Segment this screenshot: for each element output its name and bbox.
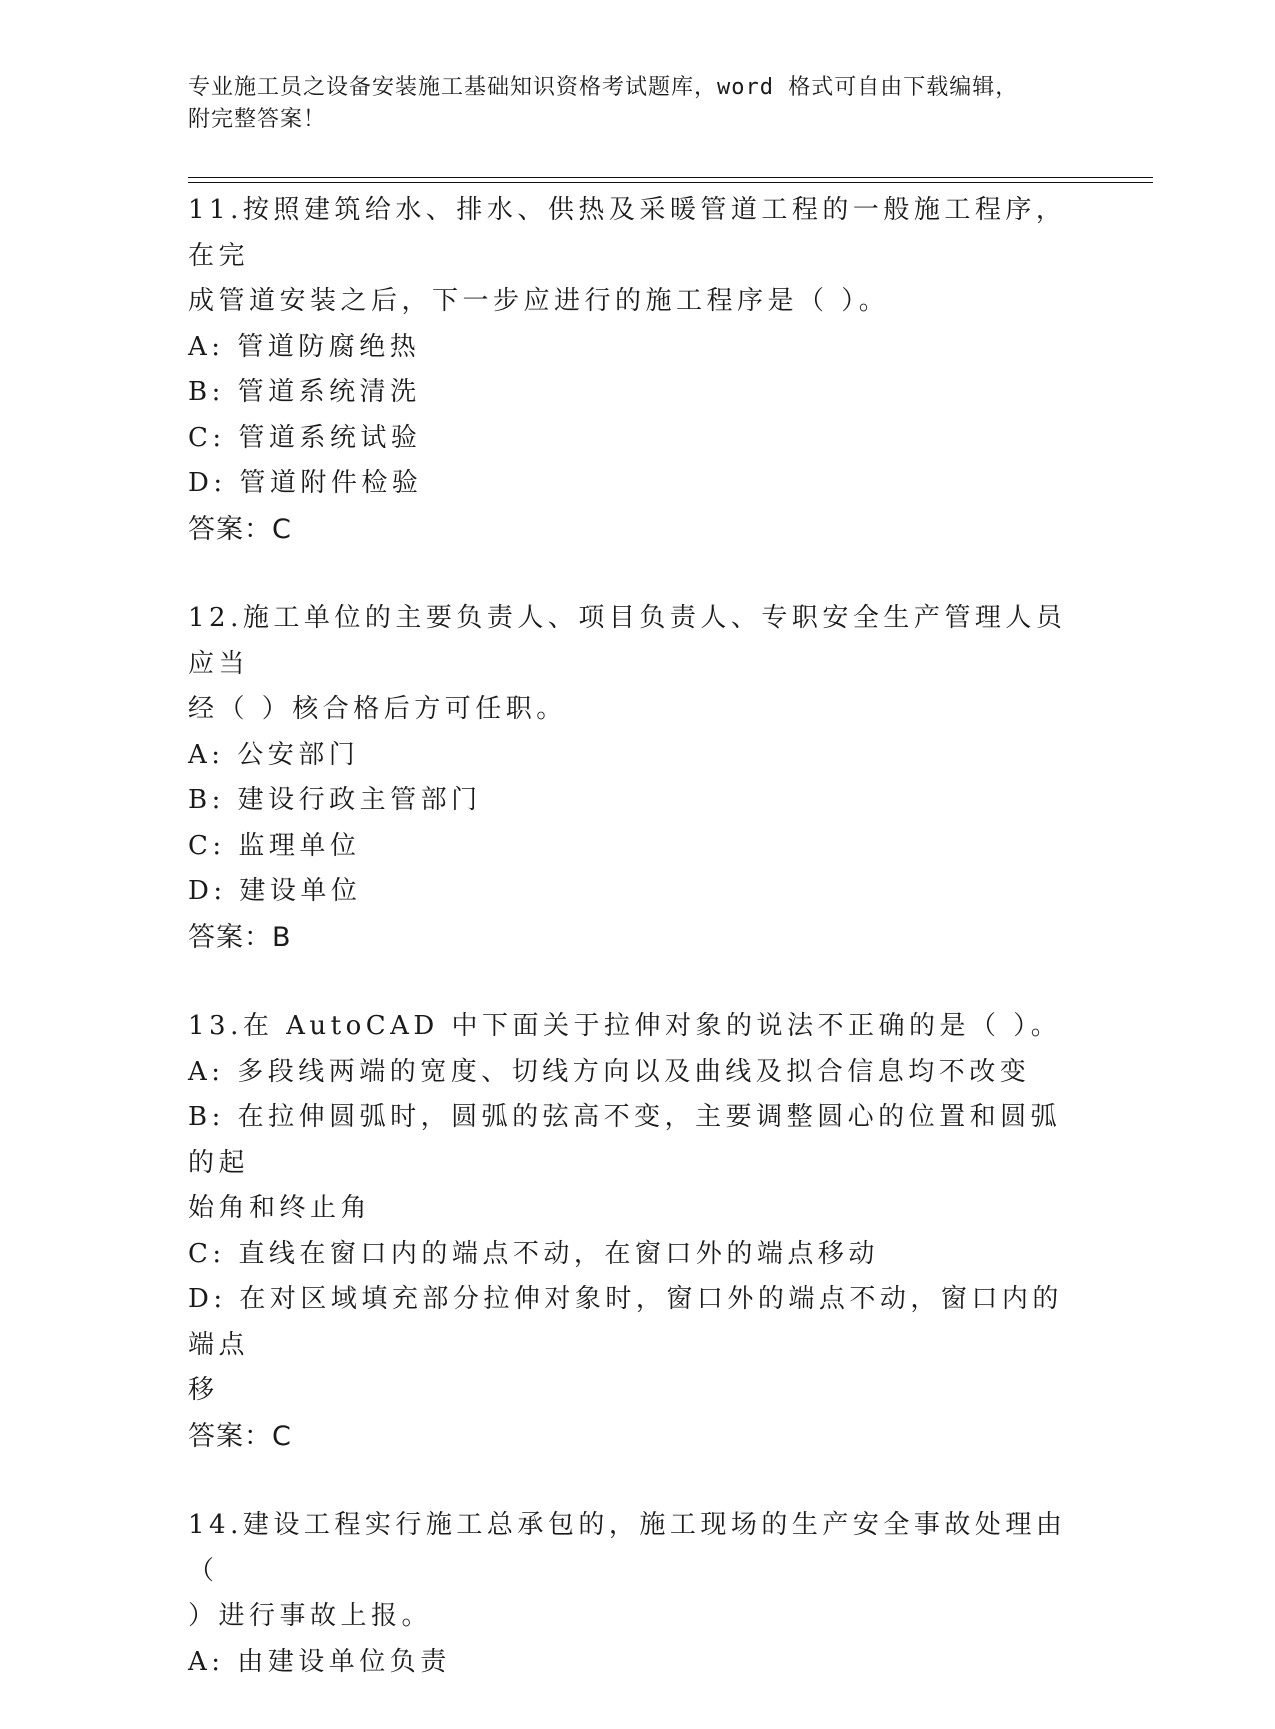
option-line: A: 管道防腐绝热 (188, 331, 421, 362)
question-stem-line: ）进行事故上报。 (188, 1601, 433, 1631)
question-list (188, 188, 1068, 1729)
question-stem-line: 11.按照建筑给水、排水、供热及采暖管道工程的一般施工程序，在完 (188, 195, 1067, 271)
question-stem-line: 13.在 AutoCAD 中下面关于拉伸对象的说法不正确的是（ ）。 (188, 1011, 1062, 1041)
option-line: B: 建设行政主管部门 (188, 785, 482, 815)
option-line: A: 由建设单位负责 (188, 1646, 451, 1677)
header-divider-bottom (188, 182, 1153, 183)
option-line: C: 管道系统试验 (188, 422, 422, 453)
option-line: B: 在拉伸圆弧时，圆弧的弦高不变，主要调整圆心的位置和圆弧的起 (188, 1102, 1062, 1178)
option-line: C: 监理单位 (188, 830, 361, 861)
question-stem-line: 14.建设工程实行施工总承包的，施工现场的生产安全事故处理由（ (188, 1510, 1067, 1586)
header-line-2: 附完整答案！ (188, 107, 327, 132)
question-stem-line: 12.施工单位的主要负责人、项目负责人、专职安全生产管理人员应当 (188, 603, 1067, 679)
question-block (188, 1004, 1068, 1459)
option-line: D: 管道附件检验 (188, 468, 423, 498)
option-line: D: 建设单位 (188, 876, 362, 906)
option-line: 移 (188, 1375, 219, 1405)
answer-line: 答案：C (188, 513, 292, 545)
question-block (188, 188, 1068, 552)
option-line: B: 管道系统清洗 (188, 377, 421, 407)
question-stem-line: 经（ ）核合格后方可任职。 (188, 694, 567, 724)
question-block (188, 596, 1068, 960)
option-line: A: 公安部门 (188, 739, 360, 770)
answer-line: 答案：C (188, 1420, 292, 1452)
question-block (188, 1503, 1068, 1685)
option-line: 始角和终止角 (188, 1193, 372, 1223)
document-header (188, 72, 1068, 136)
option-line: C: 直线在窗口内的端点不动，在窗口外的端点移动 (188, 1238, 879, 1269)
header-line-1: 专业施工员之设备安装施工基础知识资格考试题库，word 格式可自由下载编辑， (188, 75, 1019, 100)
option-line: A: 多段线两端的宽度、切线方向以及曲线及拟合信息均不改变 (188, 1056, 1031, 1087)
answer-line: 答案：B (188, 921, 292, 953)
option-line: D: 在对区域填充部分拉伸对象时，窗口外的端点不动，窗口内的端点 (188, 1284, 1063, 1360)
question-stem-line: 成管道安装之后，下一步应进行的施工程序是（ ）。 (188, 286, 890, 316)
header-divider-top (188, 177, 1153, 178)
